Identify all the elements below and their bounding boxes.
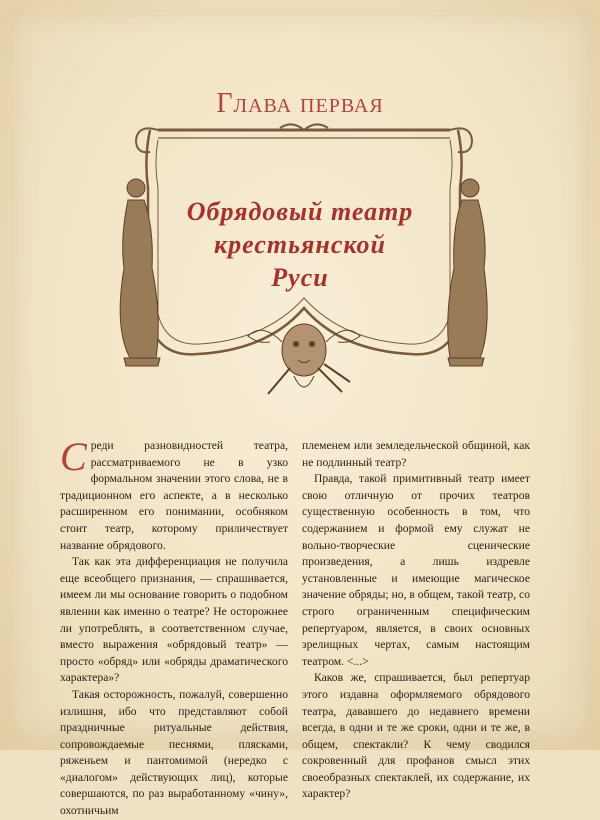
paragraph-6: Каков же, спрашивается, был репертуар этого издавна оформляемого обрядового театра, дававшего до недавнего времени всегда, в одни и те же сроки, одни и те же, в общем, спектакли? К чему сводился сокровенный для профанов смысл этих своеобразных спектаклей, их содержание, их характер? bbox=[302, 671, 530, 801]
left-text-column bbox=[60, 434, 288, 820]
paragraph-5: Правда, такой примитивный театр имеет свою отличную от прочих театров существенную особенность в том, что содержанием и формой ему служат не вольно-творческие сценические произведения, а лишь издревле установленные и имеющие магическое значение обряды; но, в общем, такой театр, со строго ограниченным специфическим репертуаром, является, в своих основных зрелищных чертах, самым настоящим театром. <...> bbox=[302, 472, 530, 668]
drop-cap: С bbox=[60, 434, 87, 479]
paragraph-1-text: реди разновидностей театра, рассматриваемого не в узко формальном значении этого слова, не в традиционном его аспекте, а в несколько расширенном его понимании, особняком стоит театр, которому приличествует название обрядового. bbox=[60, 439, 288, 552]
paragraph-4: племенем или земледельческой общиной, как не подлинный театр? bbox=[302, 439, 530, 469]
paragraph-3: Такая осторожность, пожалуй, совершенно излишня, ибо что представляют собой праздничные ритуальные действия, сопровождаемые песнями, плясками, ряженьем и пантомимой (нередко с «диалогом» действующих лиц), которые совершаются, по раз выработанному «чину», охотничьим bbox=[60, 687, 288, 818]
title-line-2: крестьянской bbox=[213, 230, 387, 259]
chapter-heading: Глава первая bbox=[216, 88, 384, 119]
title-line-3: Руси bbox=[271, 263, 329, 292]
paragraph-2: Так как эта дифференциация не получила еще всеобщего признания, — спрашивается, имеем ли мы основание говорить о подобном явлении как именно о театре? Не осторожнее ли употреблять, в соответственном случае, вместо выражения «обрядовый театр» — просто «обряд» или «обряды драматического характера»? bbox=[60, 555, 288, 685]
chapter-title bbox=[150, 195, 450, 294]
paragraph-1 bbox=[60, 434, 288, 554]
right-text-column bbox=[302, 438, 530, 803]
title-line-1: Обрядовый театр bbox=[186, 197, 414, 226]
